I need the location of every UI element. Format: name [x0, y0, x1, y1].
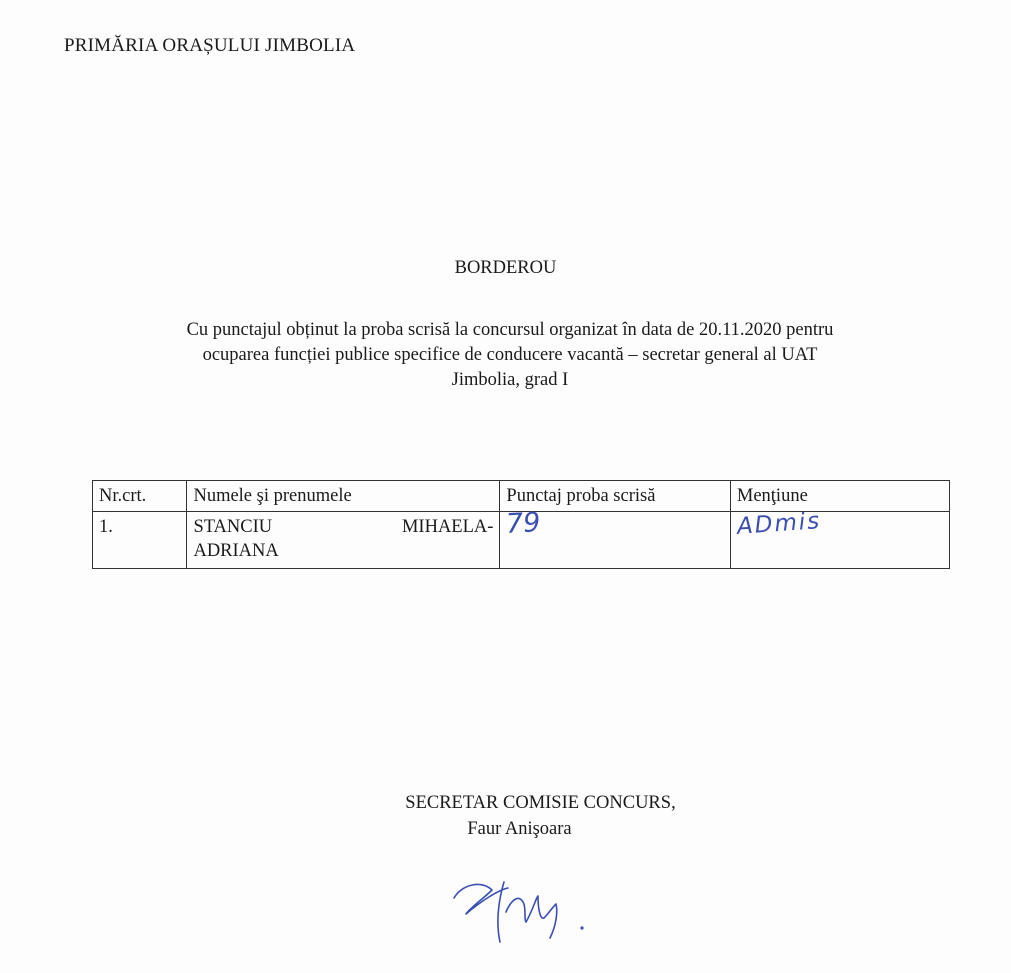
cell-score: [500, 507, 730, 569]
row-number: 1.: [99, 517, 113, 537]
header-nr-crt: Nr.crt.: [93, 481, 187, 512]
header-name: Numele şi prenumele: [187, 481, 500, 512]
intro-line: Jimbolia, grad I: [451, 370, 569, 390]
table-header-row: [93, 481, 950, 512]
surname: STANCIU: [193, 517, 273, 537]
table-row: [93, 512, 950, 569]
cell-nr: [93, 512, 187, 569]
signatory-name: Faur Anişoara: [467, 819, 572, 839]
intro-line: ocuparea funcției publice specifice de conducere vacantă – secretar general al UAT: [202, 345, 818, 365]
header-score: Punctaj proba scrisă: [500, 481, 730, 512]
header-mention: Menţiune: [730, 481, 949, 512]
name-line-1: [193, 512, 493, 539]
first-name: MIHAELA-: [401, 517, 494, 537]
cell-mention: [730, 508, 949, 569]
intro-line: Cu punctajul obținut la proba scrisă la concursul organizat în data de 20.11.2020 pentru: [186, 320, 834, 340]
document-title: BORDEROU: [454, 258, 557, 278]
cell-name: [187, 512, 500, 569]
document-intro: [60, 318, 960, 393]
name-line-2: ADRIANA: [193, 541, 279, 561]
institution-header: PRIMĂRIA ORAȘULUI JIMBOLIA: [64, 35, 356, 56]
signature-block: [0, 790, 1011, 842]
handwritten-signature: [440, 868, 610, 958]
handwritten-mention: ADmis: [736, 508, 822, 540]
results-table: [92, 480, 950, 569]
handwritten-score: 79: [505, 507, 542, 540]
signatory-role: SECRETAR COMISIE CONCURS,: [405, 793, 676, 813]
